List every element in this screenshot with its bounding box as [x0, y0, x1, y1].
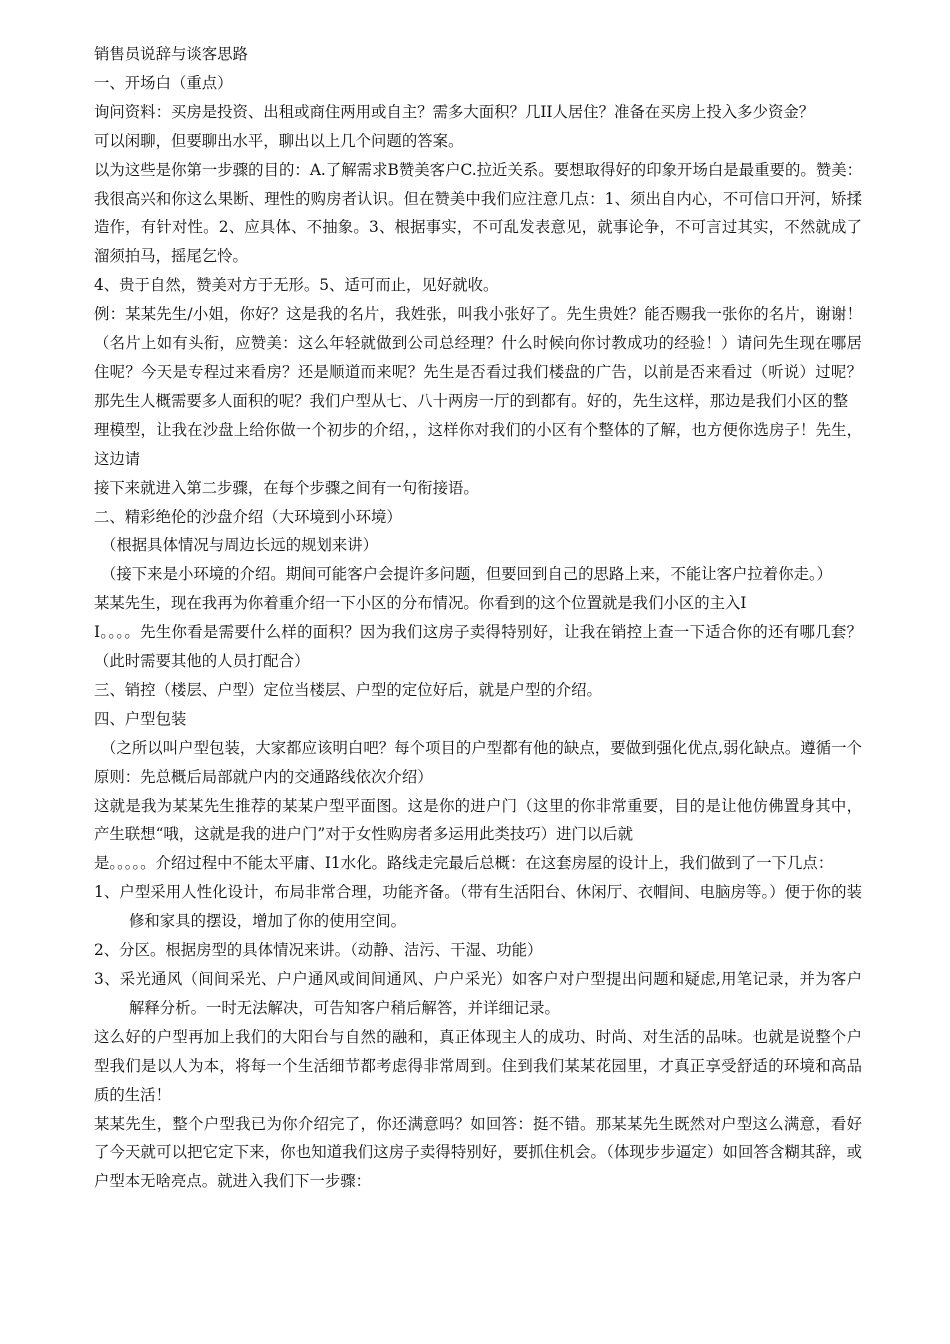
document-title: 销售员说辞与谈客思路	[94, 45, 248, 63]
paragraph: （根据具体情况与周边长远的规划来讲）	[101, 536, 379, 555]
section-heading-unit-packaging: 四、户型包装	[94, 709, 187, 728]
list-item: 1、户型采用人性化设计，布局非常合理，功能齐备。（带有生活阳台、休闲厅、衣帽间、电脑房等。）便于你的装修和家具的摆设，增加了你的使用空间。	[94, 883, 862, 931]
paragraph: 4、贵于自然，赞美对方于无形。5、适可而止，见好就收。	[94, 276, 499, 295]
paragraph: 某某先生，现在我再为你着重介绍一下小区的分布情况。你看到的这个位置就是我们小区的主入I	[94, 594, 747, 613]
paragraph: （之所以叫户型包装，大家都应该明白吧？每个项目的户型都有他的缺点，要做到强化优点,弱化缺点。遵循一个原则：先总概后局部就户内的交通路线依次介绍）	[94, 738, 862, 786]
paragraph: 例：某某先生/小姐，你好？这是我的名片，我姓张，叫我小张好了。先生贵姓？能否赐我一张你的名片，谢谢！（名片上如有头衔，应赞美：这么年轻就做到公司总经理？什么时候向你讨教成功的经验！）请问先生现在哪居住呢？今天是专程过来看房？还是顺道而来呢？先生是否看过我们楼盘的广告，以前是否来看过（听说）过呢？那先生人概需要多人面积的呢？我们户型从七、八十两房一厅的到都有。好的，先生这样，那边是我们小区的整	[94, 305, 862, 410]
paragraph: I。。。。先生你看是需要什么样的面积？因为我们这房子卖得特别好，让我在销控上查一下适合你的还有哪几套？（此时需要其他的人员打配合）	[94, 623, 862, 671]
document-page	[94, 40, 862, 1196]
paragraph: 这就是我为某某先生推荐的某某户型平面图。这是你的进户门（这里的你非常重要，目的是让他仿佛置身其中，产生联想“哦，这就是我的进户门”对于女性购房者多运用此类技巧）进门以后就	[94, 796, 862, 844]
paragraph: 这么好的户型再加上我们的大阳台与自然的融和，真正体现主人的成功、时尚、对生活的品味。也就是说整个户型我们是以人为本，将每一个生活细节都考虑得非常周到。住到我们某某花园里，才真正享受舒适的环境和高品质的生活！	[94, 1027, 862, 1104]
section-heading-sandtable: 二、精彩绝伦的沙盘介绍（大环境到小环境）	[94, 507, 402, 526]
paragraph: （接下来是小环境的介绍。期间可能客户会提许多问题，但要回到自己的思路上来，不能让客户拉着你走。）	[101, 565, 833, 584]
paragraph: 以为这些是你第一步骤的目的：A.了解需求B赞美客户C.拉近关系。要想取得好的印象开场白是最重要的。赞美：我很高兴和你这么果断、理性的购房者认识。但在赞美中我们应注意几点：1、须出自内心，不可信口开河，矫揉造作，有针对性。2、应具体、不抽象。3、根据事实，不可乱发表意见，就事论争，不可言过其实，不然就成了溜须拍马，摇尾乞怜。	[94, 160, 862, 266]
paragraph: 可以闲聊，但要聊出水平，聊出以上几个问题的答案。	[94, 131, 464, 150]
paragraph: 某某先生，整个户型我已为你介绍完了，你还满意吗？如回答：挺不错。那某某先生既然对户型这么满意，看好了今天就可以把它定下来，你也知道我们这房子卖得特别好，要抓住机会。（体现步步逼定）如回答含糊其辞，或户型本无啥亮点。就进入我们下一步骤：	[94, 1114, 862, 1191]
paragraph: 理模型，让我在沙盘上给你做一个初步的介绍，，这样你对我们的小区有个整体的了解，也方便你选房子！先生，这边请	[94, 420, 862, 468]
section-heading-opening: 一、开场白（重点）	[94, 73, 233, 92]
list-item: 2、分区。根据房型的具体情况来讲。（动静、洁污、干湿、功能）	[94, 941, 543, 960]
section-heading-sales-control: 三、销控（楼层、户型）定位当楼层、户型的定位好后，就是户型的介绍。	[94, 680, 602, 699]
paragraph: 询问资料：买房是投资、出租或商住两用或自主？需多大面积？几II人居住？准备在买房上投入多少资金？	[94, 102, 815, 121]
paragraph: 接下来就进入第二步骤，在每个步骤之间有一句衔接语。	[94, 478, 479, 497]
paragraph: 是。。。。。介绍过程中不能太平庸、I1水化。路线走完最后总概：在这套房屋的设计上，我们做到了一下几点：	[94, 854, 834, 873]
list-item: 3、采光通风（间间采光、户户通风或间间通风、户户采光）如客户对户型提出问题和疑虑,用笔记录，并为客户解释分析。一时无法解决，可告知客户稍后解答，并详细记录。	[94, 970, 862, 1017]
